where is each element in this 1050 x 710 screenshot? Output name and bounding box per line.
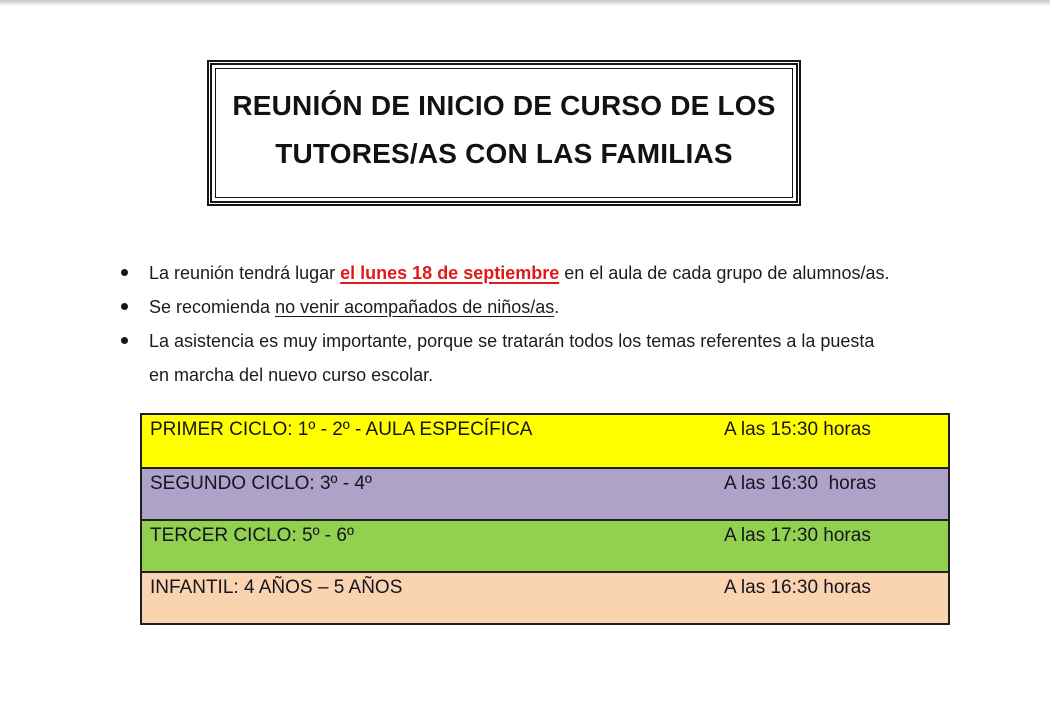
table-row-tercer-ciclo xyxy=(142,519,948,571)
bullet1-date-highlight: el lunes 18 de septiembre xyxy=(340,263,560,283)
bullet-item-no-children xyxy=(118,290,968,324)
row-time: A las 16:30 horas xyxy=(724,577,871,598)
bullet1-post: en el aula de cada grupo de alumnos/as. xyxy=(559,263,890,283)
row-time: A las 16:30 horas xyxy=(724,473,877,494)
page-top-shadow xyxy=(0,0,1050,6)
bullet-item-meeting-date xyxy=(118,256,968,290)
table-row-primer-ciclo xyxy=(142,415,948,467)
bullet-text xyxy=(149,290,559,324)
page-title-line-2: TUTORES/AS CON LAS FAMILIAS xyxy=(275,138,733,169)
row-label: PRIMER CICLO: 1º - 2º - AULA ESPECÍFICA xyxy=(150,419,533,440)
page-title-line-1: REUNIÓN DE INICIO DE CURSO DE LOS xyxy=(232,90,776,121)
bullet3-line-2: en marcha del nuevo curso escolar. xyxy=(149,365,434,385)
row-label: INFANTIL: 4 AÑOS – 5 AÑOS xyxy=(150,577,403,598)
title-box-middle-border xyxy=(210,63,798,203)
bullet3-line-1: La asistencia es muy importante, porque se tratarán todos los temas referentes a la puesta xyxy=(149,331,875,351)
bullet-icon xyxy=(121,269,128,276)
bullet2-post: . xyxy=(554,297,560,317)
bullet-text xyxy=(149,256,889,290)
table-row-infantil xyxy=(142,571,948,623)
title-box xyxy=(207,60,801,206)
row-label: TERCER CICLO: 5º - 6º xyxy=(150,525,354,546)
title-box-inner-border xyxy=(215,68,793,198)
bullet-icon xyxy=(121,303,128,310)
row-time: A las 17:30 horas xyxy=(724,525,871,546)
bullet-text xyxy=(149,324,874,392)
bullet2-pre: Se recomienda xyxy=(149,297,276,317)
table-row-segundo-ciclo xyxy=(142,467,948,519)
bullet-list xyxy=(118,256,968,392)
bullet-item-attendance xyxy=(118,324,968,392)
row-label: SEGUNDO CICLO: 3º - 4º xyxy=(150,473,372,494)
schedule-table xyxy=(140,413,950,625)
bullet1-pre: La reunión tendrá lugar xyxy=(149,263,341,283)
row-time: A las 15:30 horas xyxy=(724,419,871,440)
bullet-icon xyxy=(121,337,128,344)
bullet2-underlined: no venir acompañados de niños/as xyxy=(275,297,555,317)
